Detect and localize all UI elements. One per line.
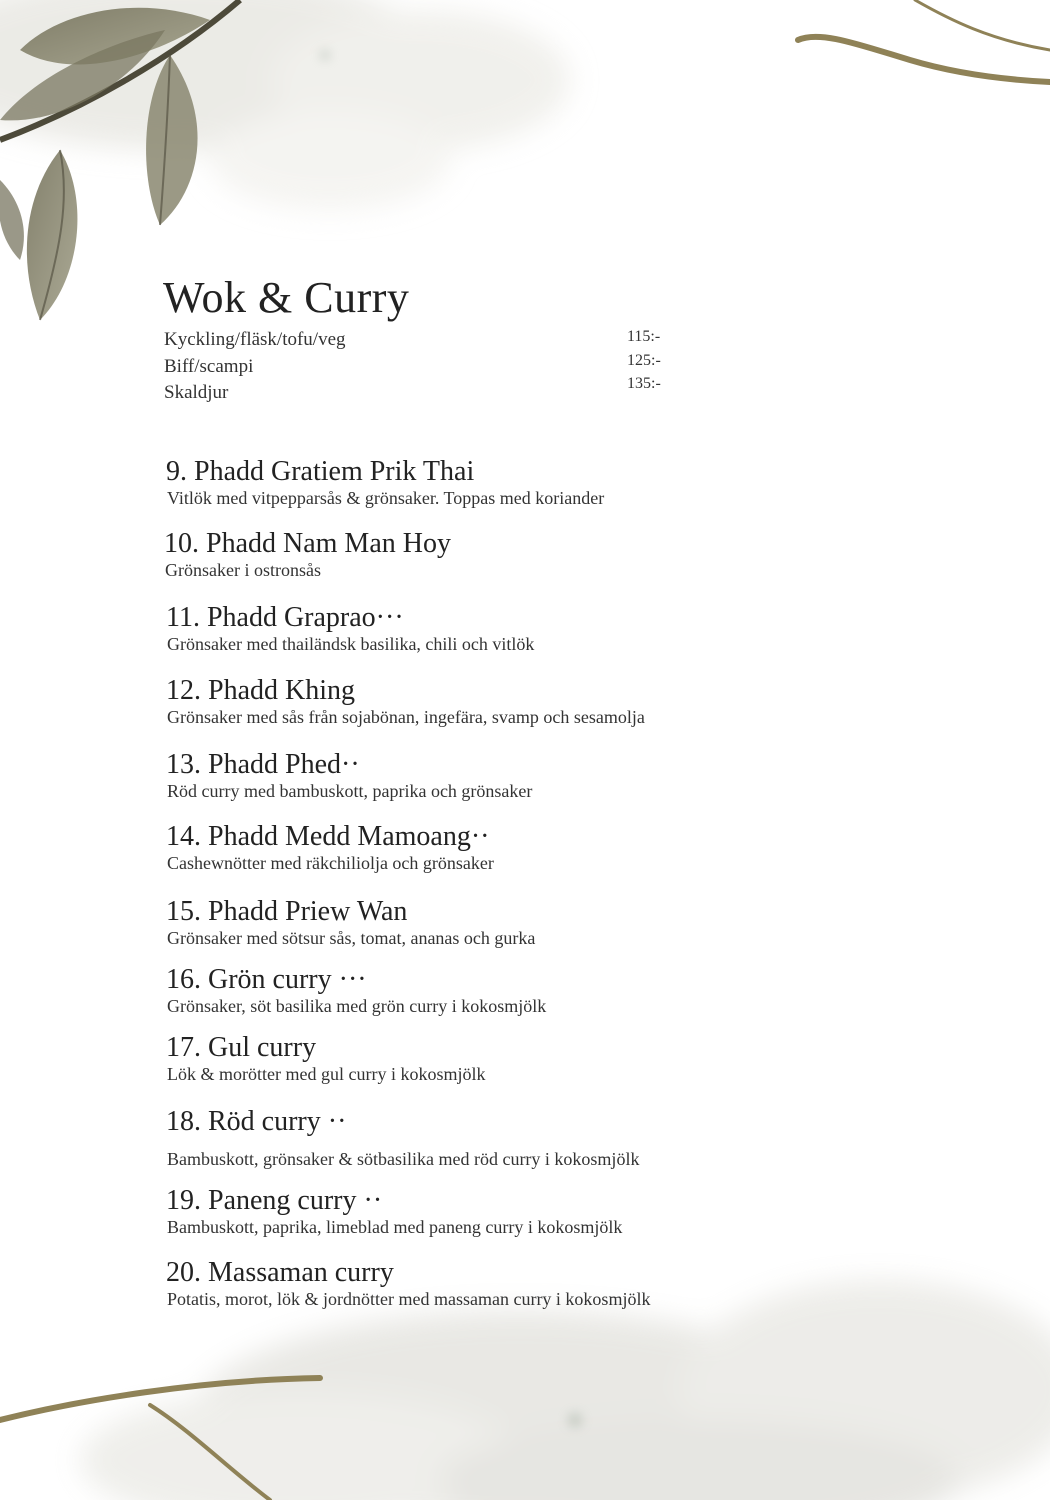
price-category-list (164, 327, 346, 407)
dish-description: Röd curry med bambuskott, paprika och grönsaker (167, 781, 533, 801)
dish-name: 20. Massaman curry (166, 1257, 394, 1288)
price-value: 115:- (627, 328, 661, 345)
price-value: 125:- (627, 351, 661, 369)
dish-item (166, 1033, 485, 1085)
dish-description: Grönsaker med thailändsk basilika, chili och vitlök (167, 634, 535, 654)
gold-stroke-bottom-left (0, 1378, 320, 1500)
dish-item (166, 457, 604, 509)
dish-item (166, 1107, 639, 1170)
menu-title: Wok & Curry (163, 273, 410, 322)
leaf-branch-icon (0, 0, 240, 320)
dish-description: Grönsaker, söt basilika med grön curry i kokosmjölk (167, 996, 547, 1016)
dish-item (166, 822, 494, 874)
dish-name: 15. Phadd Priew Wan (166, 896, 408, 927)
gold-stroke-top-right (798, 0, 1050, 82)
dish-item (166, 603, 534, 655)
dish-description: Potatis, morot, lök & jordnötter med massaman curry i kokosmjölk (167, 1289, 651, 1309)
dish-description: Grönsaker med sötsur sås, tomat, ananas och gurka (167, 928, 536, 948)
price-category-label: Skaldjur (164, 382, 229, 403)
dish-name: 11. Phadd Graprao··· (166, 602, 404, 633)
dish-name: 13. Phadd Phed·· (166, 749, 360, 780)
price-value-list (627, 325, 661, 396)
dish-item (166, 897, 535, 949)
dish-description: Bambuskott, grönsaker & sötbasilika med röd curry i kokosmjölk (167, 1149, 640, 1169)
price-value: 135:- (627, 375, 661, 392)
dish-name: 10. Phadd Nam Man Hoy (164, 528, 451, 559)
price-category-label: Kyckling/fläsk/tofu/veg (164, 329, 346, 350)
dish-item (166, 965, 546, 1017)
watercolor-wash-top (0, 0, 570, 210)
dish-name: 18. Röd curry ·· (166, 1106, 347, 1137)
dish-description: Cashewnötter med räkchiliolja och grönsaker (167, 853, 494, 873)
dish-name: 16. Grön curry ··· (166, 964, 367, 995)
dish-name: 19. Paneng curry ·· (166, 1185, 383, 1216)
dish-description: Bambuskott, paprika, limeblad med paneng curry i kokosmjölk (167, 1217, 623, 1237)
dish-item (164, 529, 451, 581)
dish-name: 12. Phadd Khing (166, 675, 355, 706)
dish-item (166, 1258, 650, 1310)
dish-description: Vitlök med vitpepparsås & grönsaker. Toppas med koriander (167, 488, 605, 508)
dish-item (166, 1186, 622, 1238)
dish-name: 17. Gul curry (166, 1032, 317, 1063)
dish-name: 9. Phadd Gratiem Prik Thai (166, 456, 475, 487)
dish-item (166, 750, 532, 802)
dish-description: Grönsaker med sås från sojabönan, ingefära, svamp och sesamolja (167, 707, 645, 727)
dish-name: 14. Phadd Medd Mamoang·· (166, 821, 490, 852)
watercolor-wash-bottom (80, 1280, 1050, 1500)
price-category-label: Biff/scampi (164, 355, 254, 377)
dish-description: Grönsaker i ostronsås (165, 560, 321, 580)
dish-description: Lök & morötter med gul curry i kokosmjölk (167, 1064, 486, 1084)
dish-item (166, 676, 645, 728)
